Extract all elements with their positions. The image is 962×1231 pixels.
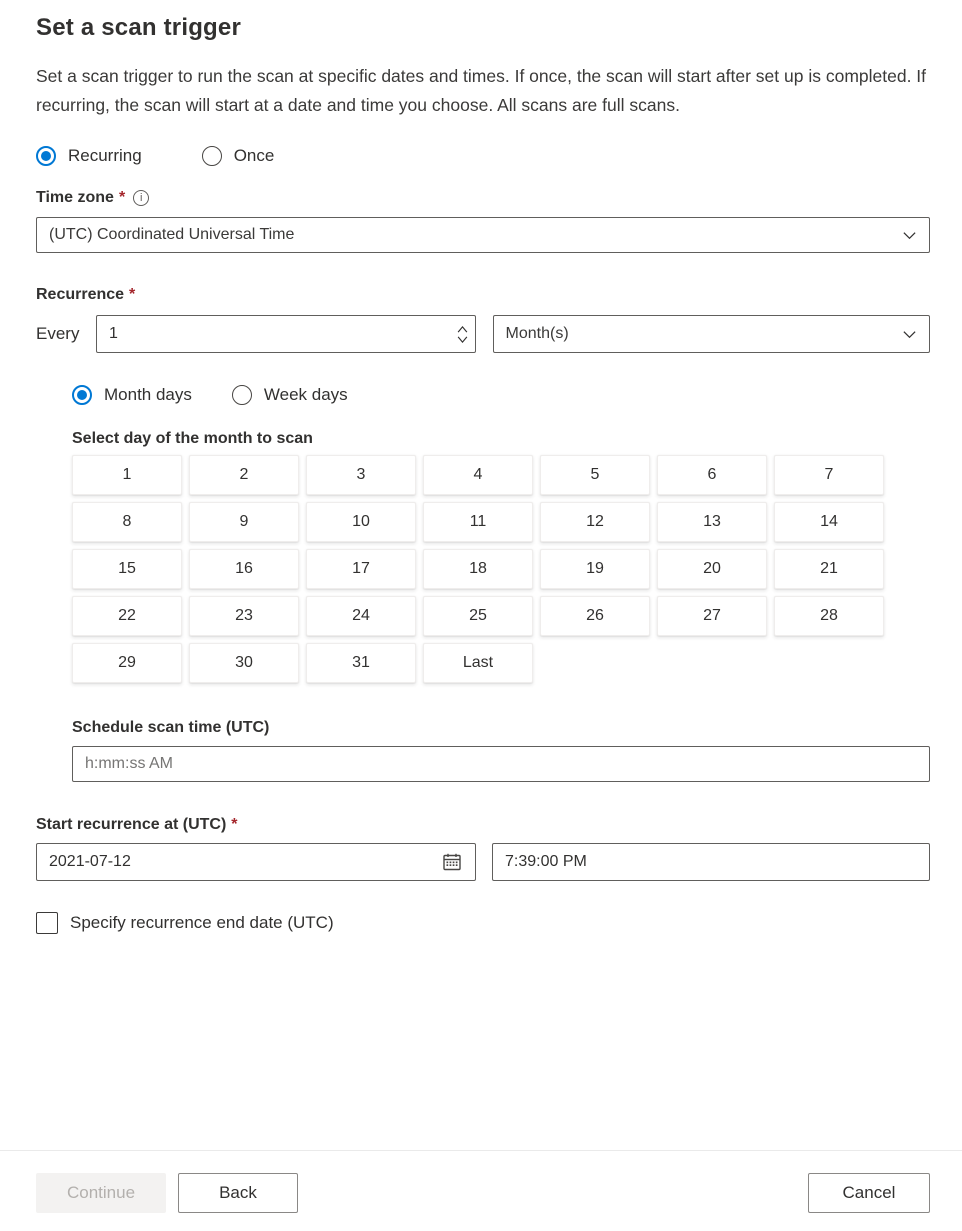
radio-recurring[interactable] — [36, 146, 142, 166]
day-grid — [72, 455, 890, 683]
interval-unit-dropdown[interactable] — [493, 315, 930, 353]
required-asterisk: * — [129, 286, 136, 303]
day-button[interactable]: 30 — [189, 643, 299, 683]
day-button[interactable]: 21 — [774, 549, 884, 589]
radio-recurring-label: Recurring — [68, 146, 142, 165]
day-button[interactable]: 31 — [306, 643, 416, 683]
day-button[interactable]: 7 — [774, 455, 884, 495]
radio-circle-icon — [36, 146, 56, 166]
schedule-scan-time-field — [72, 746, 930, 782]
continue-button[interactable]: Continue — [36, 1173, 166, 1213]
checkbox-unchecked-icon[interactable] — [36, 912, 58, 934]
radio-circle-icon — [72, 385, 92, 405]
radio-circle-icon — [232, 385, 252, 405]
day-button[interactable]: 27 — [657, 596, 767, 636]
recurrence-interval-row — [36, 315, 930, 353]
day-button[interactable]: 8 — [72, 502, 182, 542]
day-button[interactable]: 1 — [72, 455, 182, 495]
day-button[interactable]: 28 — [774, 596, 884, 636]
start-recurrence-row — [36, 843, 930, 881]
day-button[interactable]: 19 — [540, 549, 650, 589]
interval-input[interactable] — [109, 316, 450, 352]
chevron-down-icon[interactable] — [457, 336, 468, 343]
recurrence-end-date-label: Specify recurrence end date (UTC) — [70, 913, 334, 932]
day-button[interactable]: 23 — [189, 596, 299, 636]
time-zone-label: Time zone * i — [36, 189, 930, 207]
footer-bar — [0, 1150, 962, 1231]
day-button[interactable]: 22 — [72, 596, 182, 636]
day-button[interactable]: 24 — [306, 596, 416, 636]
day-button[interactable]: 18 — [423, 549, 533, 589]
required-asterisk: * — [231, 816, 238, 833]
day-button[interactable]: 10 — [306, 502, 416, 542]
recurrence-label: Recurrence * — [36, 286, 136, 303]
time-zone-selected-value: (UTC) Coordinated Universal Time — [49, 226, 295, 243]
radio-once[interactable] — [202, 146, 275, 166]
day-button[interactable]: 12 — [540, 502, 650, 542]
day-button[interactable]: 17 — [306, 549, 416, 589]
interval-unit-value: Month(s) — [505, 325, 569, 342]
chevron-down-icon — [902, 327, 917, 342]
start-recurrence-label: Start recurrence at (UTC) * — [36, 816, 238, 833]
day-button[interactable]: 4 — [423, 455, 533, 495]
page-description: Set a scan trigger to run the scan at specific dates and times. If once, the scan will start after set up is completed. If recurring, the scan will start at a date and time you choose. All scans are full scans. — [36, 66, 927, 115]
day-button[interactable]: 25 — [423, 596, 533, 636]
start-date-input[interactable] — [49, 844, 433, 880]
info-icon[interactable]: i — [133, 190, 149, 206]
chevron-up-icon[interactable] — [457, 326, 468, 333]
day-button[interactable]: 11 — [423, 502, 533, 542]
day-button[interactable]: 16 — [189, 549, 299, 589]
time-zone-dropdown[interactable] — [36, 217, 930, 253]
day-button[interactable]: 9 — [189, 502, 299, 542]
schedule-scan-time-label: Schedule scan time (UTC) — [72, 719, 270, 736]
back-button[interactable]: Back — [178, 1173, 298, 1213]
day-mode-radio-group — [72, 385, 930, 405]
page-title: Set a scan trigger — [36, 14, 242, 41]
day-button[interactable]: 3 — [306, 455, 416, 495]
day-button[interactable]: 5 — [540, 455, 650, 495]
start-time-field — [492, 843, 930, 881]
radio-month-days[interactable] — [72, 385, 192, 405]
every-label: Every — [36, 324, 80, 343]
calendar-icon[interactable] — [441, 851, 463, 873]
radio-week-days[interactable] — [232, 385, 348, 405]
day-button[interactable]: 6 — [657, 455, 767, 495]
required-asterisk: * — [118, 189, 126, 206]
day-button[interactable]: 29 — [72, 643, 182, 683]
day-button[interactable]: 13 — [657, 502, 767, 542]
schedule-scan-time-input[interactable] — [85, 747, 917, 781]
day-button[interactable]: 20 — [657, 549, 767, 589]
select-day-label: Select day of the month to scan — [72, 430, 313, 447]
radio-once-label: Once — [233, 146, 275, 165]
day-button[interactable]: 26 — [540, 596, 650, 636]
day-button[interactable]: Last — [423, 643, 533, 683]
radio-circle-icon — [202, 146, 222, 166]
interval-spinbox — [96, 315, 476, 353]
day-button[interactable]: 15 — [72, 549, 182, 589]
radio-month-days-label: Month days — [104, 385, 192, 404]
trigger-type-radio-group — [36, 146, 930, 166]
start-time-input[interactable] — [505, 844, 917, 880]
day-button[interactable]: 14 — [774, 502, 884, 542]
recurrence-end-date-checkbox-row — [36, 912, 930, 934]
radio-week-days-label: Week days — [263, 385, 348, 404]
chevron-down-icon — [902, 228, 917, 243]
cancel-button[interactable]: Cancel — [808, 1173, 930, 1213]
spinner-controls[interactable] — [450, 316, 474, 352]
start-date-field — [36, 843, 476, 881]
day-button[interactable]: 2 — [189, 455, 299, 495]
